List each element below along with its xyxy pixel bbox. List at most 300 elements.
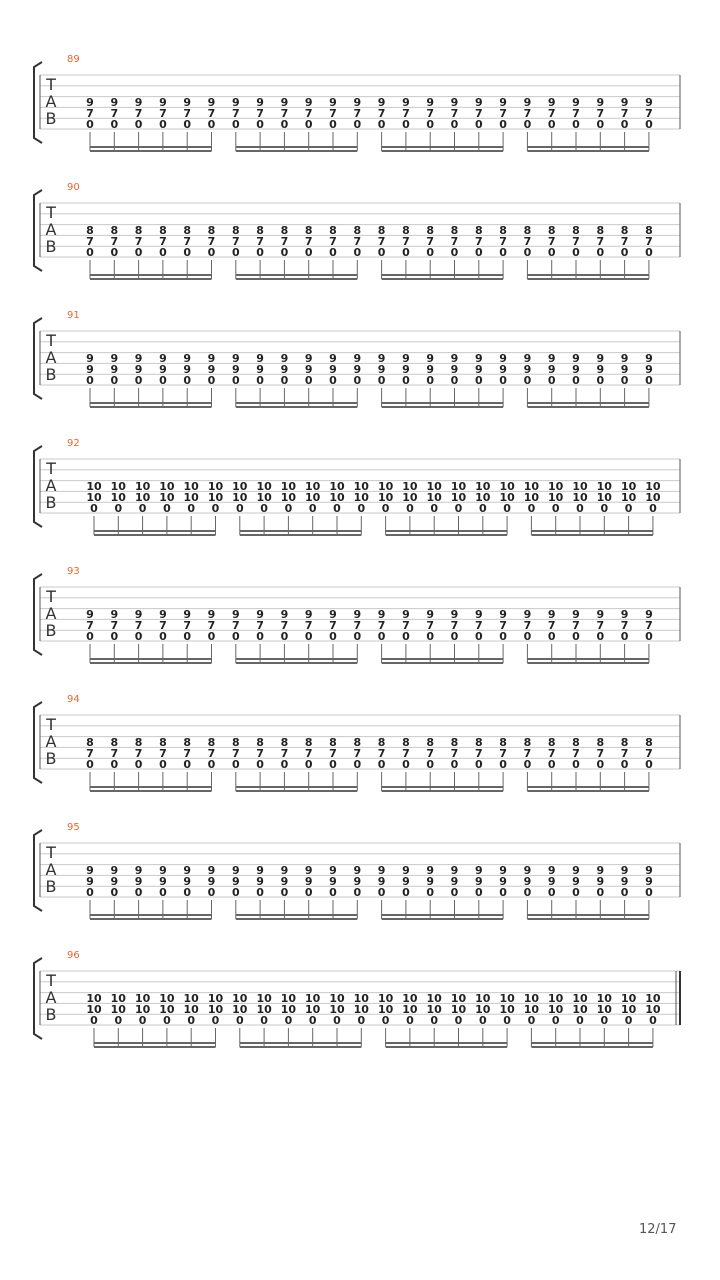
- fret-number: 0: [402, 630, 410, 643]
- fret-number: 0: [159, 758, 167, 771]
- fret-number: 0: [402, 374, 410, 387]
- fret-number: 8: [426, 736, 435, 749]
- fret-number: 7: [499, 107, 507, 120]
- fret-number: 10: [159, 491, 175, 504]
- fret-number: 7: [329, 235, 337, 248]
- tab-clef-letter: T: [46, 331, 56, 350]
- fret-number: 8: [231, 736, 240, 749]
- fret-number: 0: [304, 374, 313, 387]
- fret-number: 9: [450, 875, 459, 888]
- fret-number: 9: [329, 608, 337, 621]
- fret-number: 9: [572, 363, 580, 376]
- fret-number: 0: [86, 246, 94, 259]
- fret-number: 7: [207, 747, 216, 760]
- fret-number: 10: [475, 491, 491, 504]
- fret-number: 10: [450, 491, 467, 504]
- fret-number: 0: [377, 758, 386, 771]
- fret-number: 9: [620, 864, 629, 877]
- fret-number: 0: [596, 758, 605, 771]
- fret-number: 9: [280, 864, 289, 877]
- fret-number: 8: [547, 736, 556, 749]
- measure-number: 90: [67, 182, 80, 193]
- fret-number: 8: [231, 224, 240, 237]
- fret-number: 7: [547, 107, 556, 120]
- fret-number: 9: [450, 352, 459, 365]
- fret-number: 0: [86, 886, 94, 899]
- tab-clef-letter: A: [45, 860, 57, 879]
- fret-number: 9: [207, 864, 216, 877]
- fret-number: 0: [450, 758, 459, 771]
- fret-number: 0: [426, 118, 435, 131]
- fret-number: 9: [280, 352, 289, 365]
- fret-number: 7: [474, 107, 483, 120]
- fret-number: 0: [90, 1014, 98, 1027]
- fret-number: 8: [547, 224, 556, 237]
- fret-number: 8: [280, 736, 289, 749]
- fret-number: 7: [596, 235, 605, 248]
- fret-number: 8: [86, 736, 94, 749]
- fret-number: 10: [329, 1003, 345, 1016]
- fret-number: 10: [548, 1003, 564, 1016]
- fret-number: 9: [110, 608, 119, 621]
- fret-number: 10: [280, 480, 297, 493]
- fret-number: 0: [280, 374, 289, 387]
- fret-number: 8: [353, 224, 362, 237]
- fret-number: 10: [620, 1003, 637, 1016]
- fret-number: 10: [232, 992, 248, 1005]
- fret-number: 0: [138, 1014, 147, 1027]
- fret-number: 8: [256, 736, 264, 749]
- system-bracket: [34, 958, 42, 1039]
- fret-number: 0: [406, 1014, 414, 1027]
- fret-number: 7: [86, 747, 94, 760]
- fret-number: 7: [207, 107, 216, 120]
- fret-number: 0: [90, 502, 98, 515]
- fret-number: 9: [402, 608, 410, 621]
- fret-number: 7: [256, 107, 264, 120]
- fret-number: 0: [406, 502, 414, 515]
- fret-number: 9: [207, 363, 216, 376]
- tab-clef-letter: A: [45, 92, 57, 111]
- fret-number: 10: [450, 480, 467, 493]
- fret-number: 0: [454, 502, 463, 515]
- fret-number: 10: [596, 1003, 612, 1016]
- fret-number: 10: [645, 1003, 661, 1016]
- fret-number: 0: [523, 374, 532, 387]
- fret-number: 9: [377, 363, 386, 376]
- fret-number: 0: [329, 758, 337, 771]
- fret-number: 0: [499, 118, 507, 131]
- fret-number: 0: [377, 246, 386, 259]
- fret-number: 0: [572, 374, 580, 387]
- fret-number: 7: [596, 619, 605, 632]
- fret-number: 0: [572, 246, 580, 259]
- tab-clef-letter: T: [46, 971, 56, 990]
- fret-number: 9: [377, 352, 386, 365]
- fret-number: 10: [450, 992, 467, 1005]
- fret-number: 0: [547, 758, 556, 771]
- fret-number: 0: [280, 758, 289, 771]
- fret-number: 10: [499, 480, 515, 493]
- fret-number: 10: [329, 992, 345, 1005]
- fret-number: 7: [231, 747, 240, 760]
- fret-number: 10: [183, 992, 199, 1005]
- fret-number: 7: [256, 235, 264, 248]
- fret-number: 9: [353, 96, 362, 109]
- fret-number: 9: [596, 864, 605, 877]
- fret-number: 9: [280, 96, 289, 109]
- tab-clef-letter: A: [45, 732, 57, 751]
- fret-number: 9: [377, 608, 386, 621]
- system-bracket: [34, 190, 42, 271]
- fret-number: 0: [187, 1014, 196, 1027]
- fret-number: 0: [134, 630, 143, 643]
- fret-number: 10: [620, 992, 637, 1005]
- fret-number: 10: [475, 1003, 491, 1016]
- fret-number: 0: [547, 886, 556, 899]
- fret-number: 8: [134, 224, 143, 237]
- fret-number: 0: [426, 886, 435, 899]
- fret-number: 10: [353, 992, 369, 1005]
- fret-number: 9: [231, 864, 240, 877]
- fret-number: 7: [353, 107, 362, 120]
- fret-number: 0: [551, 502, 560, 515]
- measure-number: 95: [67, 822, 80, 833]
- fret-number: 9: [426, 96, 435, 109]
- fret-number: 8: [304, 736, 313, 749]
- fret-number: 9: [499, 864, 507, 877]
- fret-number: 9: [304, 608, 313, 621]
- fret-number: 10: [377, 1003, 394, 1016]
- fret-number: 0: [280, 630, 289, 643]
- fret-number: 9: [645, 363, 653, 376]
- fret-number: 0: [138, 502, 147, 515]
- fret-number: 10: [159, 480, 175, 493]
- fret-number: 9: [645, 352, 653, 365]
- fret-number: 7: [426, 107, 435, 120]
- fret-number: 0: [430, 1014, 439, 1027]
- fret-number: 7: [183, 107, 192, 120]
- fret-number: 10: [280, 491, 297, 504]
- fret-number: 9: [207, 875, 216, 888]
- fret-number: 0: [333, 1014, 341, 1027]
- fret-number: 0: [231, 758, 240, 771]
- fret-number: 7: [329, 747, 337, 760]
- fret-number: 0: [620, 374, 629, 387]
- fret-number: 9: [207, 96, 216, 109]
- tab-clef-letter: B: [45, 493, 57, 512]
- tab-clef-letter: B: [45, 109, 57, 128]
- fret-number: 10: [159, 1003, 175, 1016]
- fret-number: 0: [134, 374, 143, 387]
- fret-number: 0: [159, 118, 167, 131]
- fret-number: 8: [86, 224, 94, 237]
- fret-number: 0: [523, 758, 532, 771]
- fret-number: 7: [110, 107, 119, 120]
- fret-number: 0: [231, 246, 240, 259]
- fret-number: 7: [280, 619, 289, 632]
- fret-number: 0: [159, 374, 167, 387]
- fret-number: 7: [620, 107, 629, 120]
- fret-number: 9: [620, 875, 629, 888]
- measure-number: 93: [67, 566, 80, 577]
- fret-number: 0: [231, 886, 240, 899]
- fret-number: 9: [450, 363, 459, 376]
- fret-number: 8: [523, 224, 532, 237]
- fret-number: 0: [134, 758, 143, 771]
- fret-number: 8: [377, 224, 386, 237]
- fret-number: 0: [620, 246, 629, 259]
- fret-number: 0: [377, 118, 386, 131]
- fret-number: 9: [183, 352, 192, 365]
- fret-number: 7: [134, 107, 143, 120]
- fret-number: 0: [256, 118, 264, 131]
- fret-number: 10: [305, 1003, 321, 1016]
- fret-number: 9: [426, 608, 435, 621]
- fret-number: 7: [572, 619, 580, 632]
- fret-number: 9: [523, 96, 532, 109]
- tab-clef-letter: T: [46, 587, 56, 606]
- fret-number: 0: [207, 630, 216, 643]
- fret-number: 9: [134, 864, 143, 877]
- fret-number: 0: [474, 246, 483, 259]
- fret-number: 10: [402, 992, 418, 1005]
- tab-clef-letter: A: [45, 988, 57, 1007]
- fret-number: 10: [134, 1003, 151, 1016]
- fret-number: 7: [450, 107, 459, 120]
- fret-number: 9: [231, 363, 240, 376]
- fret-number: 7: [596, 747, 605, 760]
- fret-number: 7: [402, 235, 410, 248]
- fret-number: 0: [474, 118, 483, 131]
- fret-number: 0: [547, 630, 556, 643]
- fret-number: 10: [305, 992, 321, 1005]
- fret-number: 7: [256, 619, 264, 632]
- fret-number: 7: [329, 107, 337, 120]
- fret-number: 10: [207, 1003, 224, 1016]
- fret-number: 9: [256, 608, 264, 621]
- fret-number: 0: [474, 758, 483, 771]
- fret-number: 7: [280, 235, 289, 248]
- fret-number: 0: [163, 502, 171, 515]
- fret-number: 9: [377, 96, 386, 109]
- fret-number: 7: [426, 235, 435, 248]
- fret-number: 0: [163, 1014, 171, 1027]
- fret-number: 7: [159, 107, 167, 120]
- fret-number: 0: [596, 886, 605, 899]
- fret-number: 9: [353, 363, 362, 376]
- fret-number: 9: [450, 96, 459, 109]
- fret-number: 0: [402, 246, 410, 259]
- fret-number: 7: [159, 747, 167, 760]
- fret-number: 8: [134, 736, 143, 749]
- fret-number: 10: [426, 1003, 442, 1016]
- fret-number: 9: [596, 363, 605, 376]
- measure-number: 91: [67, 310, 80, 321]
- fret-number: 8: [572, 224, 580, 237]
- fret-number: 9: [523, 608, 532, 621]
- fret-number: 9: [523, 352, 532, 365]
- fret-number: 9: [159, 864, 167, 877]
- fret-number: 9: [474, 608, 483, 621]
- fret-number: 0: [474, 630, 483, 643]
- fret-number: 0: [187, 502, 196, 515]
- fret-number: 0: [645, 246, 653, 259]
- fret-number: 10: [523, 491, 540, 504]
- system-bracket: [34, 446, 42, 527]
- fret-number: 7: [329, 619, 337, 632]
- fret-number: 7: [474, 619, 483, 632]
- fret-number: 0: [256, 374, 264, 387]
- fret-number: 8: [645, 736, 653, 749]
- fret-number: 0: [645, 630, 653, 643]
- fret-number: 9: [353, 864, 362, 877]
- fret-number: 8: [183, 224, 192, 237]
- fret-number: 10: [183, 480, 199, 493]
- fret-number: 7: [304, 107, 313, 120]
- fret-number: 0: [110, 758, 119, 771]
- fret-number: 7: [547, 235, 556, 248]
- fret-number: 0: [645, 886, 653, 899]
- fret-number: 0: [304, 246, 313, 259]
- fret-number: 0: [353, 758, 362, 771]
- fret-number: 10: [86, 992, 102, 1005]
- fret-number: 0: [426, 374, 435, 387]
- fret-number: 10: [159, 992, 175, 1005]
- system-bracket: [34, 830, 42, 911]
- fret-number: 7: [450, 619, 459, 632]
- fret-number: 9: [280, 875, 289, 888]
- fret-number: 9: [256, 363, 264, 376]
- fret-number: 0: [329, 886, 337, 899]
- fret-number: 9: [499, 96, 507, 109]
- fret-number: 7: [499, 235, 507, 248]
- fret-number: 0: [499, 374, 507, 387]
- fret-number: 10: [572, 491, 588, 504]
- fret-number: 0: [381, 1014, 390, 1027]
- fret-number: 7: [572, 235, 580, 248]
- fret-number: 9: [645, 875, 653, 888]
- fret-number: 0: [523, 246, 532, 259]
- fret-number: 0: [572, 758, 580, 771]
- fret-number: 7: [110, 747, 119, 760]
- fret-number: 0: [624, 1014, 633, 1027]
- fret-number: 8: [474, 224, 483, 237]
- fret-number: 10: [377, 992, 394, 1005]
- fret-number: 0: [572, 630, 580, 643]
- fret-number: 7: [231, 107, 240, 120]
- fret-number: 0: [110, 886, 119, 899]
- fret-number: 9: [474, 875, 483, 888]
- system-bracket: [34, 318, 42, 399]
- fret-number: 0: [649, 1014, 657, 1027]
- fret-number: 9: [183, 875, 192, 888]
- fret-number: 0: [329, 118, 337, 131]
- fret-number: 7: [183, 747, 192, 760]
- fret-number: 8: [159, 736, 167, 749]
- fret-number: 0: [499, 246, 507, 259]
- fret-number: 9: [304, 875, 313, 888]
- fret-number: 9: [596, 608, 605, 621]
- fret-number: 10: [499, 992, 515, 1005]
- fret-number: 8: [596, 736, 605, 749]
- fret-number: 0: [426, 758, 435, 771]
- fret-number: 0: [547, 374, 556, 387]
- fret-number: 9: [474, 352, 483, 365]
- fret-number: 10: [402, 491, 418, 504]
- fret-number: 0: [284, 502, 293, 515]
- fret-number: 0: [381, 502, 390, 515]
- fret-number: 0: [333, 502, 341, 515]
- fret-number: 0: [478, 1014, 487, 1027]
- fret-number: 0: [207, 374, 216, 387]
- fret-number: 0: [86, 374, 94, 387]
- fret-number: 7: [134, 235, 143, 248]
- fret-number: 0: [110, 118, 119, 131]
- fret-number: 0: [86, 630, 94, 643]
- fret-number: 7: [231, 235, 240, 248]
- fret-number: 0: [207, 886, 216, 899]
- fret-number: 9: [620, 352, 629, 365]
- fret-number: 10: [402, 1003, 418, 1016]
- tab-clef-letter: B: [45, 365, 57, 384]
- fret-number: 0: [454, 1014, 463, 1027]
- fret-number: 7: [499, 747, 507, 760]
- fret-number: 0: [280, 118, 289, 131]
- fret-number: 10: [207, 491, 224, 504]
- fret-number: 0: [183, 886, 192, 899]
- fret-number: 10: [377, 480, 394, 493]
- system-bracket: [34, 62, 42, 143]
- fret-number: 9: [256, 875, 264, 888]
- fret-number: 7: [426, 747, 435, 760]
- fret-number: 0: [426, 630, 435, 643]
- fret-number: 8: [426, 224, 435, 237]
- fret-number: 7: [86, 235, 94, 248]
- fret-number: 7: [645, 235, 653, 248]
- fret-number: 0: [231, 630, 240, 643]
- fret-number: 0: [304, 118, 313, 131]
- fret-number: 9: [159, 352, 167, 365]
- fret-number: 8: [207, 224, 216, 237]
- fret-number: 9: [86, 864, 94, 877]
- fret-number: 10: [353, 480, 369, 493]
- fret-number: 0: [523, 886, 532, 899]
- fret-number: 7: [86, 619, 94, 632]
- fret-number: 10: [207, 992, 224, 1005]
- fret-number: 10: [256, 491, 272, 504]
- fret-number: 8: [499, 224, 507, 237]
- fret-number: 10: [86, 491, 102, 504]
- fret-number: 7: [620, 619, 629, 632]
- fret-number: 8: [256, 224, 264, 237]
- fret-number: 8: [110, 736, 119, 749]
- fret-number: 0: [308, 502, 317, 515]
- fret-number: 0: [620, 758, 629, 771]
- fret-number: 9: [329, 875, 337, 888]
- fret-number: 9: [572, 96, 580, 109]
- fret-number: 10: [475, 992, 491, 1005]
- fret-number: 0: [576, 502, 584, 515]
- fret-number: 9: [280, 363, 289, 376]
- fret-number: 0: [260, 502, 268, 515]
- fret-number: 9: [450, 608, 459, 621]
- fret-number: 10: [256, 480, 272, 493]
- fret-number: 9: [183, 864, 192, 877]
- fret-number: 0: [308, 1014, 317, 1027]
- fret-number: 8: [353, 736, 362, 749]
- fret-number: 7: [523, 235, 532, 248]
